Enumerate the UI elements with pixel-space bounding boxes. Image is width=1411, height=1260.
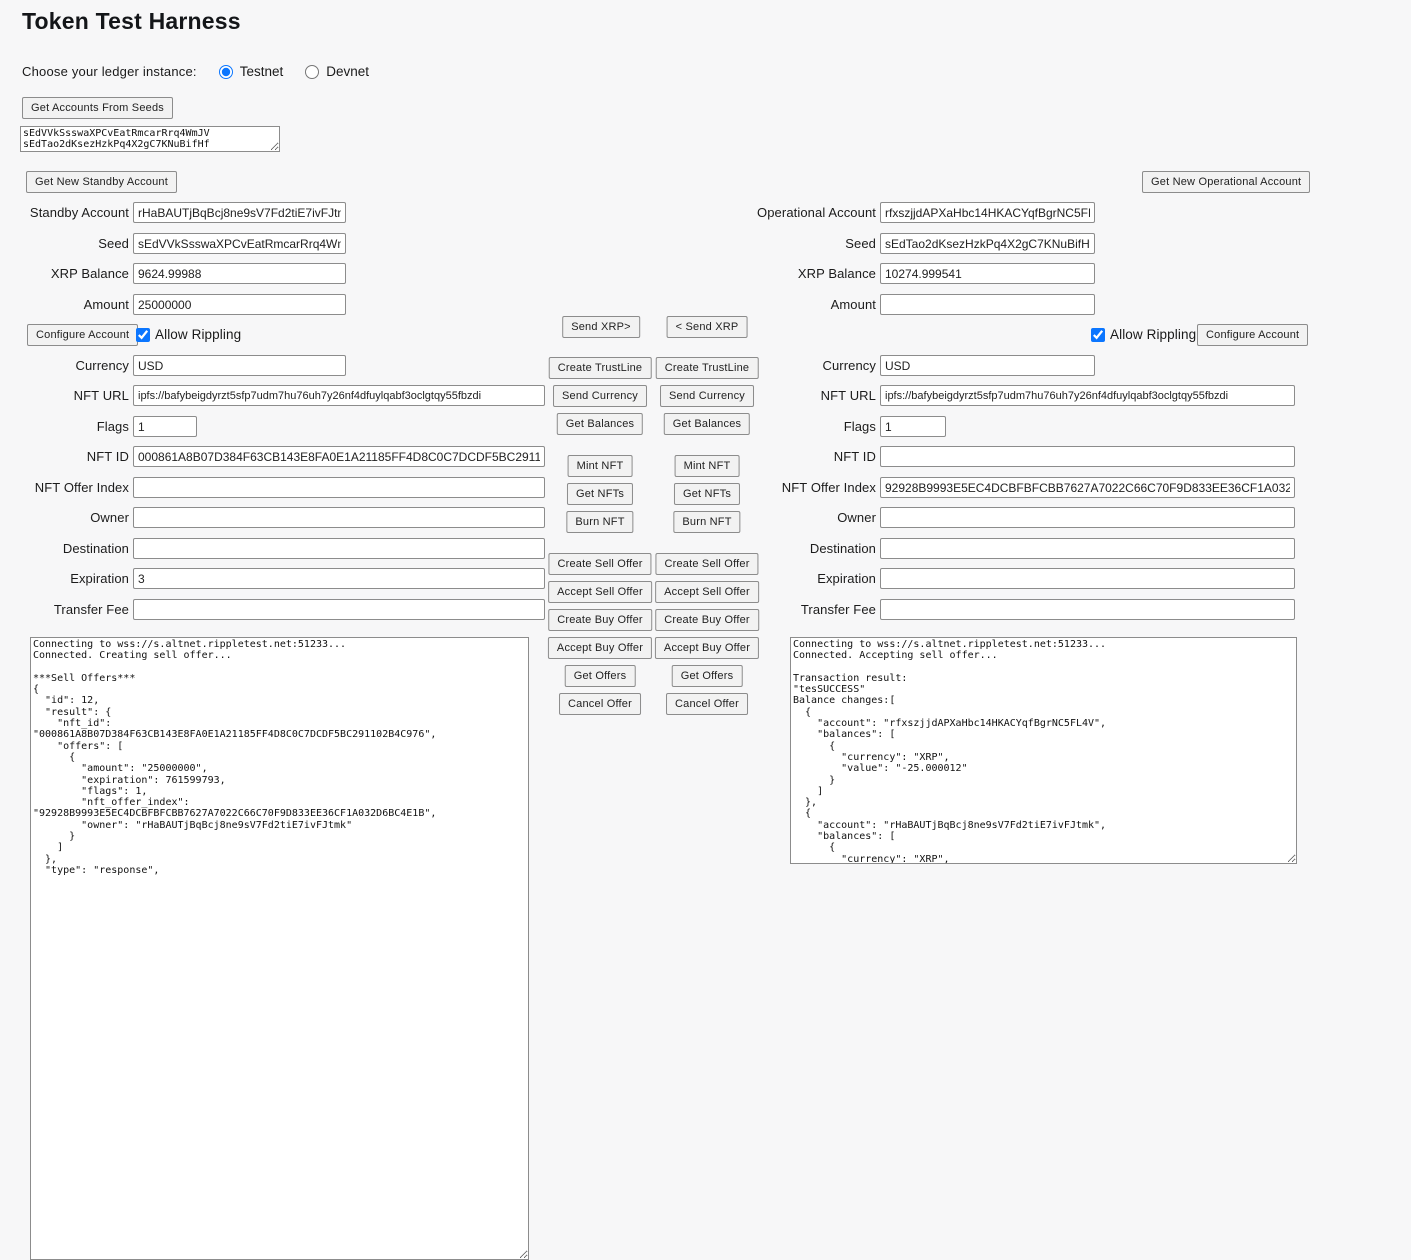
operational-currency-label: Currency xyxy=(822,358,876,373)
operational-owner-input[interactable] xyxy=(880,507,1295,528)
operational-burn-nft-button[interactable]: Burn NFT xyxy=(673,511,740,533)
standby-xrp-balance-label: XRP Balance xyxy=(50,266,129,281)
standby-create-sell-offer-button[interactable]: Create Sell Offer xyxy=(548,553,651,575)
operational-destination-label: Destination xyxy=(809,541,876,556)
operational-amount-label: Amount xyxy=(830,297,876,312)
operational-create-buy-offer-button[interactable]: Create Buy Offer xyxy=(655,609,759,631)
standby-burn-nft-button[interactable]: Burn NFT xyxy=(566,511,633,533)
operational-flags-label: Flags xyxy=(843,419,876,434)
standby-nft-offer-index-label: NFT Offer Index xyxy=(34,480,129,495)
operational-account-label: Operational Account xyxy=(757,205,876,220)
operational-seed-input[interactable] xyxy=(880,233,1095,254)
standby-flags-input[interactable] xyxy=(133,416,197,437)
standby-expiration-label: Expiration xyxy=(70,571,129,586)
operational-nft-offer-index-input[interactable] xyxy=(880,477,1295,498)
operational-transfer-fee-label: Transfer Fee xyxy=(800,602,876,617)
standby-accept-sell-offer-button[interactable]: Accept Sell Offer xyxy=(548,581,652,603)
operational-create-sell-offer-button[interactable]: Create Sell Offer xyxy=(655,553,758,575)
operational-nft-id-label: NFT ID xyxy=(833,449,876,464)
get-new-operational-account-button[interactable]: Get New Operational Account xyxy=(1142,171,1310,193)
standby-expiration-input[interactable] xyxy=(133,568,545,589)
standby-allow-rippling-label: Allow Rippling xyxy=(155,327,242,342)
operational-nft-offer-index-label: NFT Offer Index xyxy=(781,480,876,495)
standby-flags-label: Flags xyxy=(96,419,129,434)
standby-send-currency-button[interactable]: Send Currency xyxy=(553,385,647,407)
standby-accept-buy-offer-button[interactable]: Accept Buy Offer xyxy=(548,637,652,659)
seeds-textarea[interactable] xyxy=(20,126,280,152)
operational-allow-rippling-label: Allow Rippling xyxy=(1110,327,1197,342)
standby-nft-url-label: NFT URL xyxy=(73,388,129,403)
standby-transfer-fee-input[interactable] xyxy=(133,599,545,620)
page-title: Token Test Harness xyxy=(22,8,241,34)
operational-owner-label: Owner xyxy=(837,510,876,525)
operational-get-balances-button[interactable]: Get Balances xyxy=(664,413,750,435)
operational-results-console[interactable] xyxy=(790,637,1297,864)
operational-get-offers-button[interactable]: Get Offers xyxy=(672,665,743,687)
standby-mint-nft-button[interactable]: Mint NFT xyxy=(568,455,633,477)
ledger-instance-chooser xyxy=(22,64,369,79)
operational-allow-rippling-checkbox[interactable] xyxy=(1091,328,1105,342)
standby-nft-offer-index-input[interactable] xyxy=(133,477,545,498)
operational-expiration-label: Expiration xyxy=(817,571,876,586)
standby-send-xrp-button[interactable]: Send XRP> xyxy=(562,316,640,338)
operational-transfer-fee-input[interactable] xyxy=(880,599,1295,620)
operational-seed-label: Seed xyxy=(845,236,876,251)
testnet-radio-option[interactable] xyxy=(219,64,284,79)
standby-currency-input[interactable] xyxy=(133,355,346,376)
standby-destination-label: Destination xyxy=(62,541,129,556)
operational-nft-url-label: NFT URL xyxy=(820,388,876,403)
devnet-radio-option[interactable] xyxy=(305,64,369,79)
operational-create-trustline-button[interactable]: Create TrustLine xyxy=(656,357,759,379)
standby-seed-label: Seed xyxy=(98,236,129,251)
testnet-radio[interactable] xyxy=(219,65,233,79)
operational-xrp-balance-label: XRP Balance xyxy=(797,266,876,281)
standby-seed-input[interactable] xyxy=(133,233,346,254)
operational-nft-id-input[interactable] xyxy=(880,446,1295,467)
standby-owner-label: Owner xyxy=(90,510,129,525)
standby-allow-rippling-checkbox[interactable] xyxy=(136,328,150,342)
standby-create-trustline-button[interactable]: Create TrustLine xyxy=(549,357,652,379)
standby-configure-account-button[interactable]: Configure Account xyxy=(27,324,138,346)
standby-amount-input[interactable] xyxy=(133,294,346,315)
standby-cancel-offer-button[interactable]: Cancel Offer xyxy=(559,693,641,715)
operational-accept-buy-offer-button[interactable]: Accept Buy Offer xyxy=(655,637,759,659)
standby-nft-url-input[interactable] xyxy=(133,385,545,406)
operational-amount-input[interactable] xyxy=(880,294,1095,315)
operational-mint-nft-button[interactable]: Mint NFT xyxy=(675,455,740,477)
standby-nft-id-label: NFT ID xyxy=(86,449,129,464)
standby-amount-label: Amount xyxy=(83,297,129,312)
devnet-radio-label: Devnet xyxy=(326,64,370,79)
devnet-radio[interactable] xyxy=(305,65,319,79)
testnet-radio-label: Testnet xyxy=(239,64,284,79)
standby-xrp-balance-input[interactable] xyxy=(133,263,346,284)
operational-nft-url-input[interactable] xyxy=(880,385,1295,406)
operational-account-input[interactable] xyxy=(880,202,1095,223)
standby-destination-input[interactable] xyxy=(133,538,545,559)
operational-send-currency-button[interactable]: Send Currency xyxy=(660,385,754,407)
operational-get-nfts-button[interactable]: Get NFTs xyxy=(674,483,740,505)
operational-currency-input[interactable] xyxy=(880,355,1095,376)
operational-xrp-balance-input[interactable] xyxy=(880,263,1095,284)
standby-get-offers-button[interactable]: Get Offers xyxy=(565,665,636,687)
get-new-standby-account-button[interactable]: Get New Standby Account xyxy=(26,171,177,193)
standby-results-console[interactable] xyxy=(30,637,529,1260)
operational-send-xrp-button[interactable]: < Send XRP xyxy=(667,316,748,338)
standby-account-label: Standby Account xyxy=(29,205,129,220)
standby-get-nfts-button[interactable]: Get NFTs xyxy=(567,483,633,505)
standby-nft-id-input[interactable] xyxy=(133,446,545,467)
standby-get-balances-button[interactable]: Get Balances xyxy=(557,413,643,435)
get-accounts-from-seeds-button[interactable]: Get Accounts From Seeds xyxy=(22,97,173,119)
operational-configure-account-button[interactable]: Configure Account xyxy=(1197,324,1308,346)
ledger-instance-label: Choose your ledger instance: xyxy=(22,64,197,79)
standby-create-buy-offer-button[interactable]: Create Buy Offer xyxy=(548,609,652,631)
operational-cancel-offer-button[interactable]: Cancel Offer xyxy=(666,693,748,715)
standby-transfer-fee-label: Transfer Fee xyxy=(53,602,129,617)
standby-currency-label: Currency xyxy=(75,358,129,373)
standby-account-input[interactable] xyxy=(133,202,346,223)
standby-owner-input[interactable] xyxy=(133,507,545,528)
operational-expiration-input[interactable] xyxy=(880,568,1295,589)
operational-destination-input[interactable] xyxy=(880,538,1295,559)
operational-accept-sell-offer-button[interactable]: Accept Sell Offer xyxy=(655,581,759,603)
operational-flags-input[interactable] xyxy=(880,416,946,437)
